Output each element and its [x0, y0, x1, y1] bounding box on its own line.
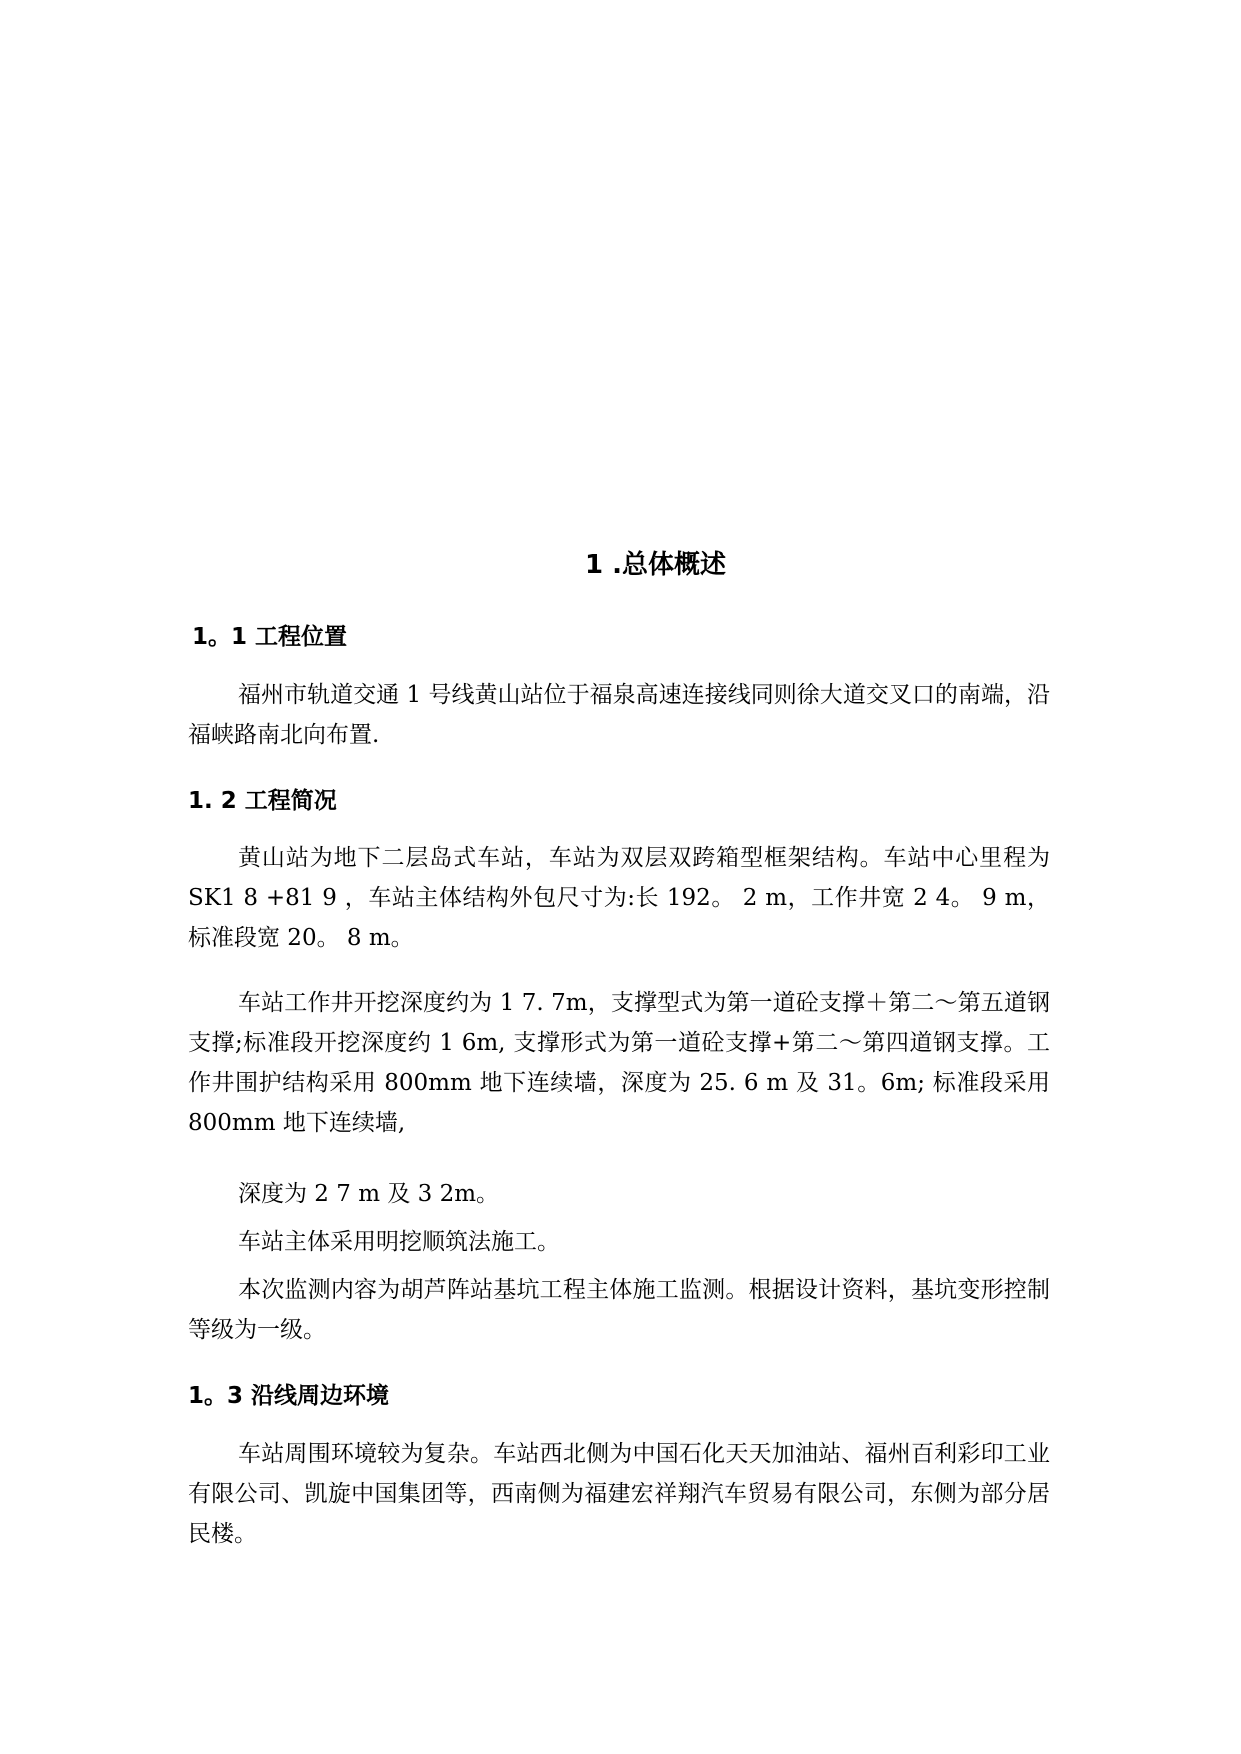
- paragraph-overview-method: 车站主体采用明挖顺筑法施工。: [238, 1229, 560, 1255]
- paragraph-overview-monitoring: 本次监测内容为胡芦阵站基坑工程主体施工监测。根据设计资料，基坑变形控制等级为一级。: [188, 1277, 1050, 1343]
- paragraph-location: 福州市轨道交通 1 号线黄山站位于福泉高速连接线同则徐大道交叉口的南端，沿福峡路南北向布置.: [188, 682, 1050, 748]
- section-heading-location: 1。1 工程位置: [192, 624, 348, 650]
- paragraph-overview-depth: 深度为 2 7 m 及 3 2m。: [238, 1181, 500, 1207]
- section-heading-overview: 1. 2 工程简况: [188, 788, 337, 814]
- paragraph-overview-structure: 黄山站为地下二层岛式车站，车站为双层双跨箱型框架结构。车站中心里程为 SK1 8 +81 9 ，车站主体结构外包尺寸为:长 192。 2 m，工作井宽 2 4。 9 m，标准段宽 20。 8 m。: [188, 845, 1050, 951]
- section-heading-environment: 1。3 沿线周边环境: [188, 1383, 390, 1409]
- paragraph-environment: 车站周围环境较为复杂。车站西北侧为中国石化天天加油站、福州百利彩印工业有限公司、凯旋中国集团等，西南侧为福建宏祥翔汽车贸易有限公司，东侧为部分居民楼。: [188, 1441, 1050, 1547]
- document-title: 1 .总体概述: [584, 550, 727, 580]
- paragraph-overview-excavation: 车站工作井开挖深度约为 1 7. 7m，支撑型式为第一道砼支撑＋第二～第五道钢支撑;标准段开挖深度约 1 6m, 支撑形式为第一道砼支撑+第二～第四道钢支撑。工作井围护结构采用 800mm 地下连续墙，深度为 25. 6 m 及 31。6m; 标准段采用 800mm 地下连续墙,: [188, 990, 1050, 1136]
